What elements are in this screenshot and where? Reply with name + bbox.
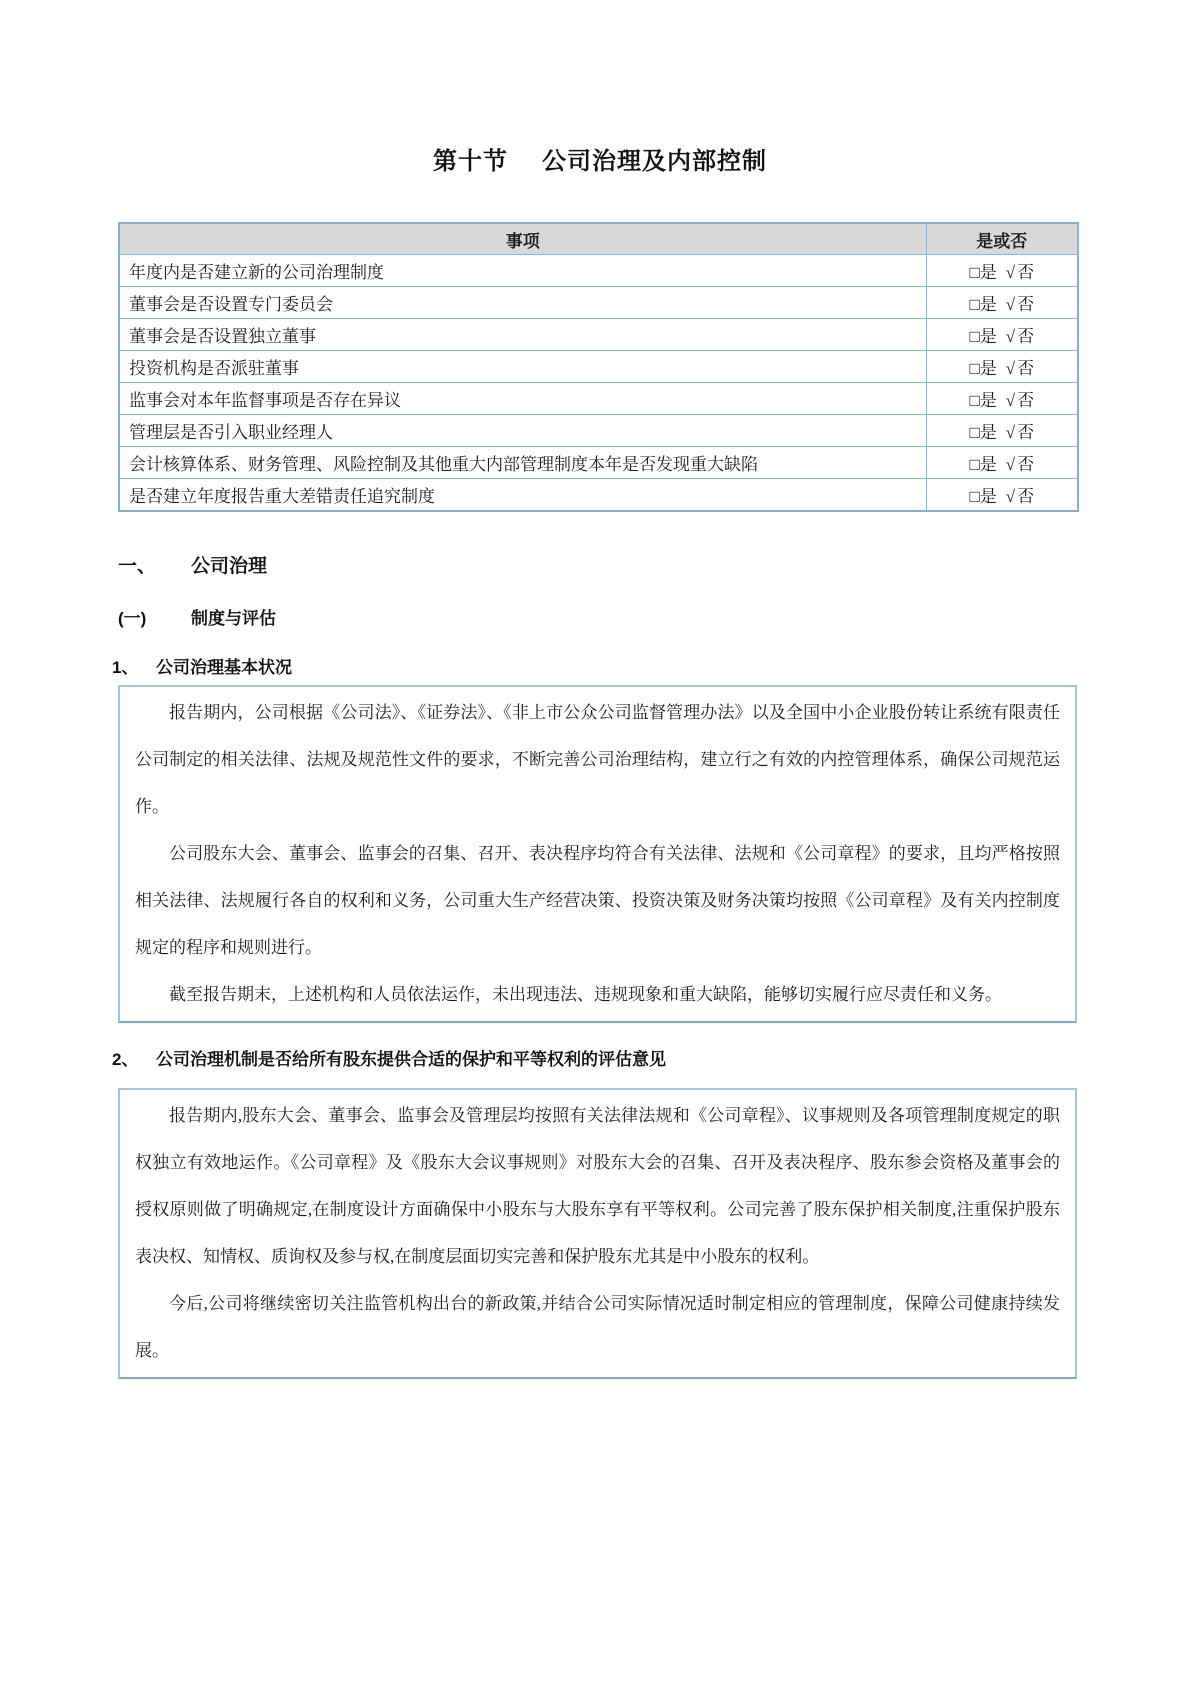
checkmark-icon: √ — [1005, 263, 1016, 282]
answer-cell — [926, 287, 1078, 319]
checkbox-unchecked-icon: □ — [969, 359, 980, 378]
checkbox-unchecked-icon: □ — [969, 295, 980, 314]
answer-cell — [926, 447, 1078, 479]
paragraph: 公司股东大会、董事会、监事会的召集、召开、表决程序均符合有关法律、法规和《公司章程》的要求，且均严格按照相关法律、法规履行各自的权利和义务，公司重大生产经营决策、投资决策及财务决策均按照《公司章程》及有关内控制度规定的程序和规则进行。 — [135, 844, 1060, 957]
checkmark-icon: √ — [1005, 359, 1016, 378]
checkbox-unchecked-icon: □ — [969, 455, 980, 474]
no-label: 否 — [1017, 391, 1035, 410]
item-label: 公司治理基本状况 — [156, 658, 292, 677]
item-cell: 是否建立年度报告重大差错责任追究制度 — [119, 479, 926, 512]
paragraph: 今后,公司将继续密切关注监管机构出台的新政策,并结合公司实际情况适时制定相应的管理制度，保障公司健康持续发展。 — [135, 1294, 1060, 1360]
item-number: 1、 — [112, 658, 139, 677]
section-number: 一、 — [118, 556, 157, 577]
checkbox-unchecked-icon: □ — [969, 263, 980, 282]
item-cell: 管理层是否引入职业经理人 — [119, 415, 926, 447]
no-label: 否 — [1017, 359, 1035, 378]
paragraph: 报告期内，公司根据《公司法》、《证券法》、《非上市公众公司监督管理办法》以及全国中小企业股份转让系统有限责任公司制定的相关法律、法规及规范性文件的要求，不断完善公司治理结构，建立行之有效的内控管理体系，确保公司规范运作。 — [135, 703, 1060, 816]
content-area — [112, 222, 1077, 1379]
section-label: 公司治理 — [191, 556, 268, 577]
yes-label: 是 — [979, 391, 997, 410]
table-row — [119, 447, 1078, 479]
yes-label: 是 — [979, 327, 997, 346]
no-label: 否 — [1017, 423, 1035, 442]
answer-cell — [926, 383, 1078, 415]
checkmark-icon: √ — [1005, 327, 1016, 346]
answer-cell — [926, 415, 1078, 447]
no-label: 否 — [1017, 295, 1035, 314]
col-header-yes-or-no: 是或否 — [926, 223, 1078, 255]
page-title-section-number: 第十节 — [433, 148, 508, 175]
checkbox-unchecked-icon: □ — [969, 391, 980, 410]
table-row — [119, 351, 1078, 383]
yes-label: 是 — [979, 295, 997, 314]
shareholder-protection-box — [118, 1088, 1077, 1379]
item-cell: 年度内是否建立新的公司治理制度 — [119, 255, 926, 287]
table-row — [119, 415, 1078, 447]
no-label: 否 — [1017, 327, 1035, 346]
answer-cell — [926, 351, 1078, 383]
item-cell: 监事会对本年监督事项是否存在异议 — [119, 383, 926, 415]
no-label: 否 — [1017, 487, 1035, 506]
table-header-row — [119, 223, 1078, 255]
checkmark-icon: √ — [1005, 391, 1016, 410]
page-title — [0, 0, 1200, 178]
checkmark-icon: √ — [1005, 295, 1016, 314]
subsection-heading-system-and-evaluation — [118, 606, 1077, 631]
col-header-item: 事项 — [119, 223, 926, 255]
answer-cell — [926, 479, 1078, 512]
subsection-number: (一) — [118, 609, 147, 628]
checkmark-icon: √ — [1005, 455, 1016, 474]
item-cell: 投资机构是否派驻董事 — [119, 351, 926, 383]
no-label: 否 — [1017, 455, 1035, 474]
yes-label: 是 — [979, 263, 997, 282]
checkmark-icon: √ — [1005, 487, 1016, 506]
paragraph: 报告期内,股东大会、董事会、监事会及管理层均按照有关法律法规和《公司章程》、议事规则及各项管理制度规定的职权独立有效地运作。《公司章程》及《股东大会议事规则》对股东大会的召集、召开及表决程序、股东参会资格及董事会的授权原则做了明确规定,在制度设计方面确保中小股东与大股东享有平等权利。公司完善了股东保护相关制度,注重保护股东表决权、知情权、质询权及参与权,在制度层面切实完善和保护股东尤其是中小股东的权利。 — [135, 1106, 1060, 1266]
yes-label: 是 — [979, 455, 997, 474]
checkmark-icon: √ — [1005, 423, 1016, 442]
subsection-label: 制度与评估 — [191, 609, 276, 628]
yes-label: 是 — [979, 487, 997, 506]
governance-checklist-table — [118, 222, 1079, 512]
paragraph: 截至报告期末，上述机构和人员依法运作，未出现违法、违规现象和重大缺陷，能够切实履行应尽责任和义务。 — [169, 985, 1002, 1004]
checkbox-unchecked-icon: □ — [969, 423, 980, 442]
table-row — [119, 319, 1078, 351]
yes-label: 是 — [979, 423, 997, 442]
item-heading-shareholder-protection-evaluation — [112, 1047, 1077, 1072]
answer-cell — [926, 319, 1078, 351]
table-row — [119, 287, 1078, 319]
table-row — [119, 383, 1078, 415]
item-label: 公司治理机制是否给所有股东提供合适的保护和平等权利的评估意见 — [156, 1050, 666, 1069]
yes-label: 是 — [979, 359, 997, 378]
item-cell: 董事会是否设置独立董事 — [119, 319, 926, 351]
checkbox-unchecked-icon: □ — [969, 327, 980, 346]
page-title-text: 公司治理及内部控制 — [542, 148, 767, 175]
table-row — [119, 255, 1078, 287]
section-heading-corporate-governance — [118, 554, 1077, 580]
answer-cell — [926, 255, 1078, 287]
table-row — [119, 479, 1078, 512]
governance-status-box — [118, 685, 1077, 1023]
checkbox-unchecked-icon: □ — [969, 487, 980, 506]
item-number: 2、 — [112, 1050, 139, 1069]
item-cell: 会计核算体系、财务管理、风险控制及其他重大内部管理制度本年是否发现重大缺陷 — [119, 447, 926, 479]
item-cell: 董事会是否设置专门委员会 — [119, 287, 926, 319]
item-heading-governance-basic-status — [112, 655, 1077, 680]
no-label: 否 — [1017, 263, 1035, 282]
